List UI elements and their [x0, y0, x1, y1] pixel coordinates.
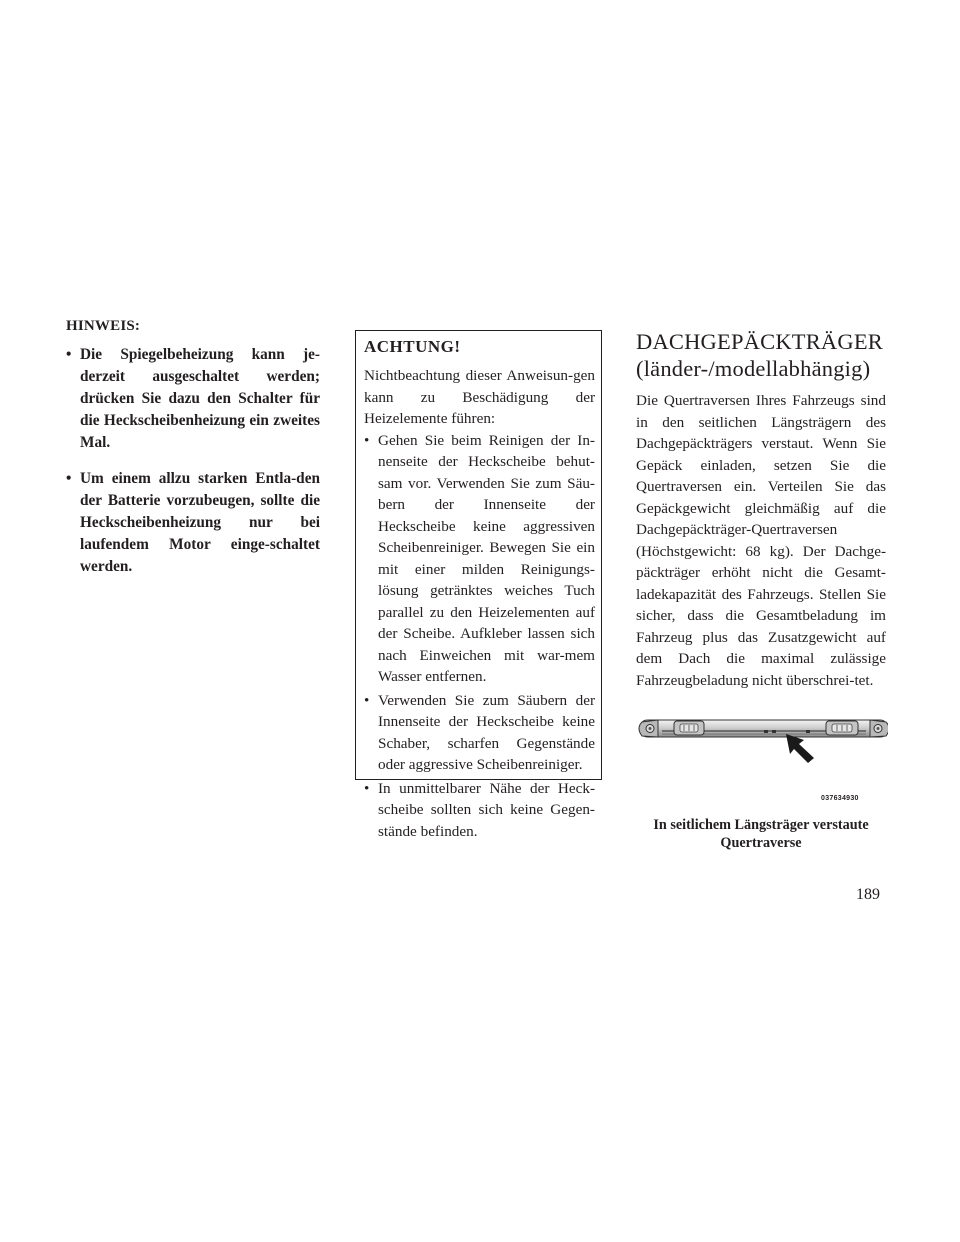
figure-caption [630, 816, 892, 852]
figure-code: 037634930 [821, 795, 859, 802]
warning-heading: ACHTUNG! [364, 337, 461, 356]
warning-item [364, 690, 595, 776]
warning-item [364, 778, 595, 843]
warning-item-text: In unmittelbarer Nähe der Heck-scheibe sollten sich keine Gegen-stände befinden. [378, 779, 595, 840]
section-heading-line2: (länder-/modellabhängig) [636, 356, 871, 381]
bullet-icon: • [364, 431, 370, 449]
figure-caption-line1: In seitlichem Längsträger verstaute [653, 817, 869, 833]
warning-box [355, 330, 602, 840]
note-list [66, 344, 320, 592]
bullet-icon: • [66, 470, 72, 487]
figure-caption-line2: Quertraverse [720, 835, 802, 851]
section-body: Die Quertraversen Ihres Fahrzeugs sind in den seitlichen Längsträgern des Dachgepäckträgers verstaut. Wenn Sie Gepäck einladen, setzen Sie die Quertraversen ein. Verteilen Sie das Gepäckgewicht gleichmäßig auf die Dachgepäckträger-Quertraversen (Höchstgewicht: 68 kg). Der Dachge-päckträger erhöht nicht die Gesamt-ladekapazität des Fahrzeugs. Stellen Sie sicher, dass die Gesamtbeladung im Fahrzeug plus das Zusatzgewicht auf dem Dach die maximal zulässige Fahrzeugbeladung nicht überschrei-tet. [636, 392, 886, 689]
warning-item-text: Verwenden Sie zum Säubern der Innenseite der Heckscheibe keine Schaber, scharfen Gegenstände oder aggressive Scheibenreiniger. [378, 691, 595, 773]
note-item-text: Die Spiegelbeheizung kann je-derzeit ausgeschaltet werden; drücken Sie dazu den Schalter für die Heckscheibenheizung ein zweites Mal. [80, 346, 320, 451]
bullet-icon: • [364, 691, 370, 709]
section-heading-line1: DACHGEPÄCKTRÄGER [636, 329, 883, 354]
bullet-icon: • [66, 346, 72, 363]
pointer-arrow-icon [786, 734, 814, 763]
bullet-icon: • [364, 779, 370, 797]
warning-item [364, 430, 595, 688]
note-heading: HINWEIS: [66, 318, 141, 334]
note-item [66, 344, 320, 454]
note-item-text: Um einem allzu starken Entla-den der Batterie vorzubeugen, sollte die Heckscheibenheizung nur bei laufendem Motor einge-schaltet werden. [80, 470, 320, 575]
page-number: 189 [856, 886, 880, 903]
warning-item-text: Gehen Sie beim Reinigen der In-nenseite der Heckscheibe behut-sam vor. Verwenden Sie zum Säu-bern der Innenseite der Heckscheibe keine aggressiven Scheibenreiniger. Bewegen Sie ein mit einer milden Reinigungs-lösung getränktes weiches Tuch parallel zu den Heizelementen auf der Scheibe. Aufkleber lassen sich nach Einweichen mit war-mem Wasser entfernen. [378, 431, 595, 685]
section-heading [636, 328, 896, 382]
warning-list [364, 430, 595, 843]
warning-intro: Nichtbeachtung dieser Anweisun-gen kann zu Beschädigung der Heizelemente führen: [364, 367, 595, 427]
note-item [66, 468, 320, 578]
